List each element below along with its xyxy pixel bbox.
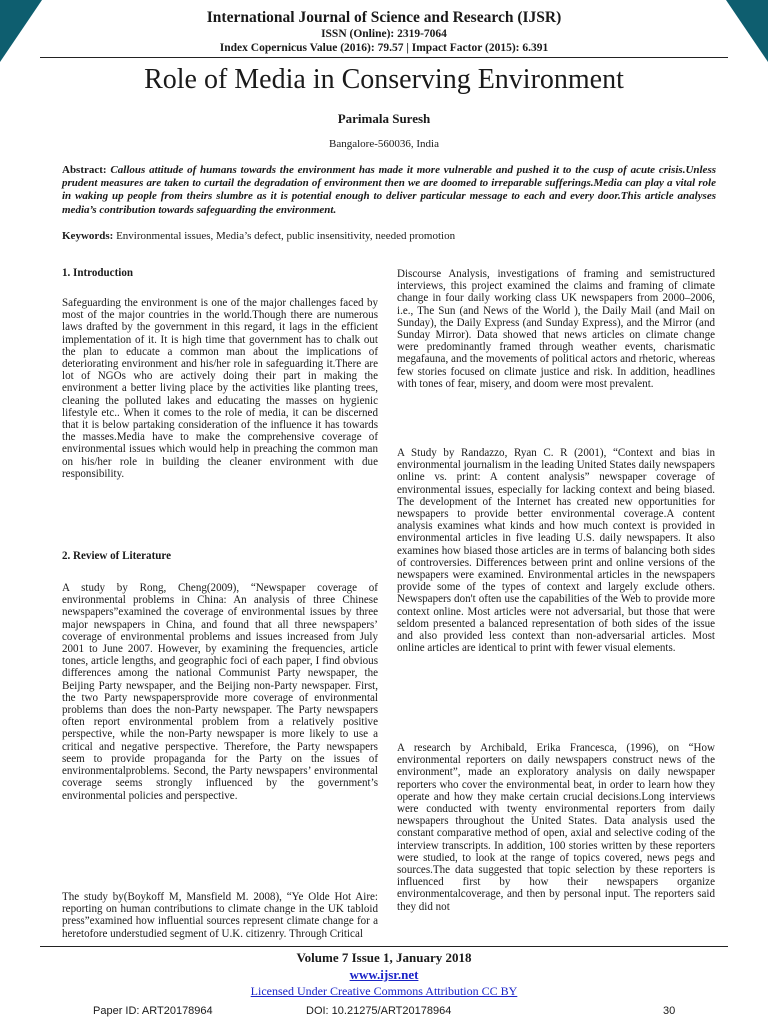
footer-volume: Volume 7 Issue 1, January 2018 — [296, 950, 472, 965]
review-paragraph-5: A research by Archibald, Erika Francesca, (1996), on “How environmental reporters on daily newspapers construct news of the environment”, made an exploratory analysis on daily newspaper reporters who cover the environmental beat, in order to learn how they operate and how they make certain crucial decisions.Long interviews were conducted with twenty environmental reporters from daily newspapers throughout the United States. Data analysis used the constant comparative method of open, axial and selective coding of the interview transcripts. In addition, 100 stories written by these reporters were studied, to look at the range of topics covered, news pegs and sources.The data suggested that topic selection by these reporters is influenced first by how their newspapers organize environmentalcoverage, and then by personal input. The reporters said they did not — [397, 742, 715, 913]
footer-license-link[interactable]: Licensed Under Creative Commons Attribution CC BY — [250, 984, 518, 998]
section-heading-review: 2. Review of Literature — [62, 550, 172, 563]
header-rule — [40, 57, 728, 58]
review-paragraph-3: Discourse Analysis, investigations of framing and semistructured interviews, this project examined the claims and framing of climate change in four daily working class UK newspapers from 2000–2006, i.e., The Sun (and News of the World ), the Daily Mail (and Mail on Sunday), the Daily Express (and Sunday Express), and the Mirror (and Sunday Mirror). Data showed that news articles on climate change were predominantly framed through weather events, charismatic megafauna, and the movements of political actors and rhetoric, whereas few stories focused on climate justice and risk. In addition, headlines with tones of fear, misery, and doom were most prevalent. — [397, 268, 715, 390]
abstract-text: Callous attitude of humans towards the environment has made it more vulnerable and pushed it to the cusp of acute crisis.Unless prudent measures are taken to curtail the degradation of environment then we are doomed to irreparable sufferings.Media can play a vital role in waking up people from theirs slumbre as it is potential enough to deliver particular message to each and every door.This article analyses media’s contribution towards safeguarding the environment. — [62, 164, 717, 216]
journal-issn: ISSN (Online): 2319-7064 — [321, 28, 447, 40]
section-heading-introduction: 1. Introduction — [62, 267, 134, 280]
keywords-label: Keywords: — [62, 230, 114, 242]
footer-doi: DOI: 10.21275/ART20178964 — [306, 1005, 452, 1017]
journal-name: International Journal of Science and Research (IJSR) — [206, 9, 562, 26]
paper-affiliation: Bangalore-560036, India — [329, 138, 439, 150]
footer-page-number: 30 — [663, 1005, 676, 1017]
footer-paper-id: Paper ID: ART20178964 — [93, 1005, 213, 1017]
paper-title: Role of Media in Conserving Environment — [144, 64, 624, 95]
keywords — [62, 230, 716, 243]
paper-author: Parimala Suresh — [337, 111, 431, 126]
keywords-text: Environmental issues, Media’s defect, public insensitivity, needed promotion — [116, 230, 456, 242]
intro-paragraph: Safeguarding the environment is one of the major challenges faced by most of the major countries in the world.Though there are numerous laws drafted by the government in this regard, it lags in the efficient implementation of it. It is high time that government has to chalk out the plan to educate a common man about the implications of deteriorating environment and his/her role in safeguarding it.There are lot of NGOs who are actively doing their part in making the environment a better living place by the activities like planting trees, cleaning the polluted lakes and educating the masses on hygienic lifestyle etc.. When it comes to the role of media, it can be discerned that it is below partaking consideration of the influence it has towards the masses.Media have to make the comprehensive coverage of environmental issues which would help in preaching the common man on his/her role in building the cleaner environment with due responsibility. — [62, 297, 378, 480]
abstract — [62, 164, 716, 217]
journal-index: Index Copernicus Value (2016): 79.57 | Impact Factor (2015): 6.391 — [219, 42, 549, 54]
review-paragraph-2: The study by(Boykoff M, Mansfield M. 2008), “Ye Olde Hot Aire: reporting on human contributions to climate change in the UK tabloid press”examined how influential sources represent climate change for a heretofore understudied segment of U.K. citizenry. Through Critical — [62, 891, 378, 940]
review-paragraph-4: A Study by Randazzo, Ryan C. R (2001), “Context and bias in environmental journalism in the leading United States daily newspapers online vs. print: A content analysis” newspaper coverage of environmental issues, especially for lacking context and being biased. The development of the Internet has created new opportunities for newspapers to provide better environmental coverage.A content analysis examines what kinds and how much context is provided in environmental articles in five leading U.S. daily newspapers. It also examines how biased those articles are in terms of balancing both sides of controversies. Differences between print and online versions of the newspapers were examined. Environmental articles in the newspapers provide some of the types of context and largely exclude others. Newspapers don't often use the capabilities of the Web to provide more context online. Most articles were not adversarial, but those that were seldom presented a balanced representation of both sides of the issue and also provided less context than non-adversarial articles. Most online articles are identical to print with fewer visual elements. — [397, 447, 715, 655]
footer-url-link[interactable]: www.ijsr.net — [349, 967, 419, 982]
abstract-label: Abstract: — [62, 164, 107, 176]
footer-rule — [40, 946, 728, 947]
review-paragraph-1: A study by Rong, Cheng(2009), “Newspaper coverage of environmental problems in China: An analysis of three Chinese newspapers”examined the coverage of environmental issues by three major newspapers in China, and found that all three newspapers’ coverage of environmental problems and issues increased from July 2001 to June 2007. However, by examining the frequencies, article tones, article lengths, and geographic foci of each paper, I find obvious differences among the national Communist Party newspaper, the Beijing Party newspaper, and the Beijing non-Party newspaper. First, the two Party newspapersprovide more coverage of environmental problems than does the non-Party newspaper. The Party newspapers often report environmental problem from a relatively positive perspective, while the non-Party newspaper is more likely to use a critical and negative perspective. Therefore, the Party newspapers seem to provide propaganda for the Party on the issues of environmentalproblems. Second, the Party newspapers’ environmental coverage seems strongly influenced by the government’s environmental policies and perspective. — [62, 582, 378, 802]
journal-header — [0, 8, 768, 55]
